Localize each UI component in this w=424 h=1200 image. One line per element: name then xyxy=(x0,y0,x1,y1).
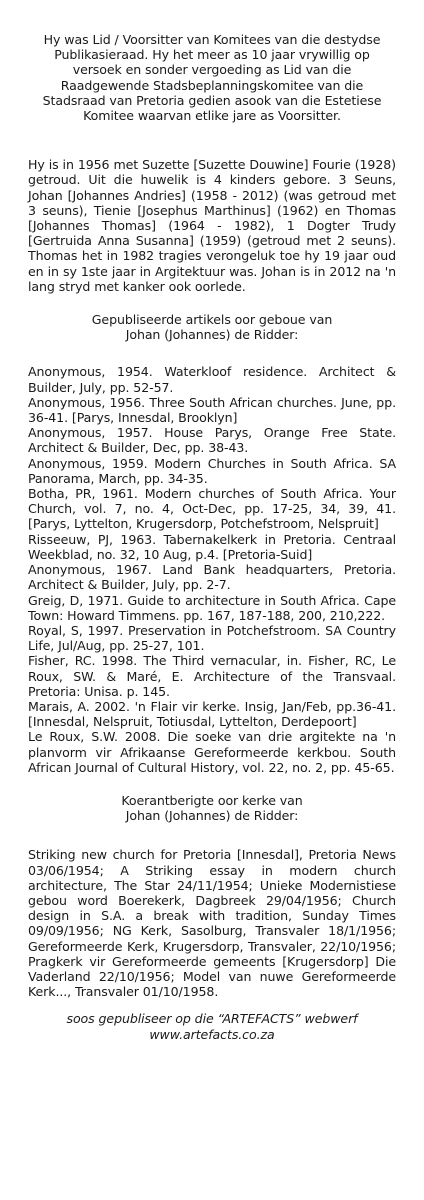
news-heading-line2: Johan (Johannes) de Ridder: xyxy=(125,808,299,824)
reference-item: Fisher, RC. 1998. The Third vernacular, in. Fisher, RC, Le Roux, SW. & Maré, E. Architecture of the Transvaal. Pretoria: Unisa. p. 145. xyxy=(28,653,396,699)
reference-item: Anonymous, 1959. Modern Churches in South Africa. SA Panorama, March, pp. 34-35. xyxy=(28,455,396,486)
reference-list xyxy=(28,364,396,774)
reference-item: Anonymous, 1954. Waterkloof residence. Architect & Builder, July, pp. 52-57. xyxy=(28,364,396,395)
reference-item: Anonymous, 1967. Land Bank headquarters, Pretoria. Architect & Builder, July, pp. 2-7. xyxy=(28,562,396,593)
footer-website-link[interactable]: www.artefacts.co.za xyxy=(149,1026,275,1042)
reference-item: Botha, PR, 1961. Modern churches of South Africa. Your Church, vol. 7, no. 4, Oct-Dec, pp. 17-25, 34, 39, 41. [Parys, Lyttelton, Krugersdorp, Potchefstroom, Nelspruit] xyxy=(28,486,396,532)
reference-item: Marais, A. 2002. 'n Flair vir kerke. Insig, Jan/Feb, pp.36-41. [Innesdal, Nelspruit, Totiusdal, Lyttelton, Derdepoort] xyxy=(28,698,396,730)
bio-paragraph-committees: Hy was Lid / Voorsitter van Komitees van die destydse Publikasieraad. Hy het meer as 10 jaar vrywillig op versoek en sonder vergoeding as Lid van die Raadgewende Stadsbeplanningskomitee van die Stadsraad van Pretoria gedien asook van die Estetiese Komitee waarvan etlike jare as Voorsitter. xyxy=(42,32,382,124)
news-heading-line1: Koerantberigte oor kerke van xyxy=(121,792,303,808)
articles-heading-line1: Gepubliseerde artikels oor geboue van xyxy=(91,312,333,328)
bio-paragraph-family: Hy is in 1956 met Suzette [Suzette Douwine] Fourie (1928) getroud. Uit die huwelik is 4 kinders gebore. 3 Seuns, Johan [Johannes Andries] (1958 - 2012) (was getroud met 3 seuns), Tienie [Josephus Marthinus] (1962) en Thomas [Johannes Thomas] (1964 - 1982), 1 Dogter Trudy [Gertruida Anna Susanna] (1959) (getroud met 2 seuns). Thomas het in 1982 tragies verongeluk toe hy 19 jaar oud en in sy 1ste jaar in Argitektuur was. Johan is in 2012 na 'n lang stryd met kanker ook oorlede. xyxy=(28,157,396,294)
footer-published-note: soos gepubliseer op die “ARTEFACTS” webwerf xyxy=(66,1011,358,1027)
reference-item: Le Roux, S.W. 2008. Die soeke van drie argitekte na 'n planvorm vir Afrikaanse Gereformeerde kerkbou. South African Journal of Cultural History, vol. 22, no. 2, pp. 45-65. xyxy=(28,729,396,775)
reference-item: Greig, D, 1971. Guide to architecture in South Africa. Cape Town: Howard Timmens. pp. 167, 187-188, 200, 210,222. xyxy=(28,592,396,623)
reference-item: Anonymous, 1956. Three South African churches. June, pp. 36-41. [Parys, Innesdal, Brooklyn] xyxy=(28,394,396,426)
document-page xyxy=(28,32,396,1042)
articles-heading-line2: Johan (Johannes) de Ridder: xyxy=(125,327,299,343)
reference-item: Royal, S, 1997. Preservation in Potchefstroom. SA Country Life, Jul/Aug, pp. 25-27, 101. xyxy=(28,622,396,654)
reference-item: Anonymous, 1957. House Parys, Orange Free State. Architect & Builder, Dec, pp. 38-43. xyxy=(28,425,396,456)
reference-item: Risseeuw, PJ, 1963. Tabernakelkerk in Pretoria. Centraal Weekblad, no. 32, 10 Aug, p.4. [Pretoria-Suid] xyxy=(28,531,396,562)
news-clippings-paragraph: Striking new church for Pretoria [Innesdal], Pretoria News 03/06/1954; A Striking essay in modern church architecture, The Star 24/11/1954; Unieke Modernistiese gebou word Boerekerk, Dagbreek 29/04/1956; Church design in S.A. a break with tradition, Sunday Times 09/09/1956; NG Kerk, Sasolburg, Transvaler 18/1/1956; Gereformeerde Kerk, Krugersdorp, Transvaler, 22/10/1956; Pragkerk vir Gereformeerde gemeents [Krugersdorp] Die Vaderland 22/10/1956; Model van nuwe Gereformeerde Kerk..., Transvaler 01/10/1958. xyxy=(28,847,396,1000)
